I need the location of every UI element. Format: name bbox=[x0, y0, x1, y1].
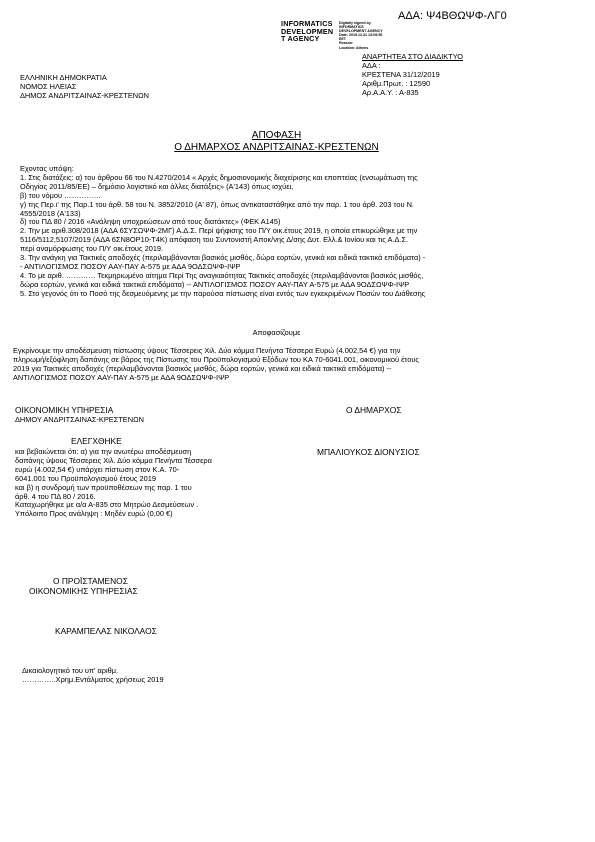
posting-note: ΑΝΑΡΤΗΤΕΑ ΣΤΟ ΔΙΑΔΙΚΤΥΟ bbox=[362, 52, 463, 61]
considerations-block bbox=[20, 165, 425, 299]
title-line: ΑΠΟΦΑΣΗ bbox=[251, 130, 302, 141]
body-line: δ) του ΠΔ 80 / 2016 «Ανάληψη υποχρεώσεων από τους διατάκτες» (ΦΕΚ Α145) bbox=[20, 217, 281, 227]
decision-line: Εγκρίνουμε την αποδέσμευση πίστωσης ύψους Τέσσερεις Χιλ. Δύο κόμμα Πενήντα Τέσσερα Ευρώ (4.002,54 €) για την bbox=[13, 346, 401, 355]
verification-line: δαπάνης ύψους Τέσσερεις Χιλ. Δύο κόμμα Πενήντα Τέσσερα bbox=[15, 455, 212, 465]
body-line: 2. Την με αριθ.308/2018 (ΑΔΑ 6ΣΥΣΩΨΦ-2ΜΓ) Α.Δ.Σ. Περί ψήφισης του Π/Υ οικ.έτους 2019, η οποία επικυρώθηκε με την bbox=[20, 226, 418, 236]
body-line: - ΑΝΤΙΛΟΓΙΣΜΟΣ ΠΟΣΟΥ ΑΑΥ-ΠΑΥ Α-575 με ΑΔΑ 9ΟΔΣΩΨΦ-ΙΨΡ bbox=[20, 261, 241, 271]
stamp-detail-line: INFORMATICS bbox=[339, 25, 364, 30]
chief-service: ΟΙΚΟΝΟΜΙΚΗΣ ΥΠΗΡΕΣΙΑΣ bbox=[29, 585, 138, 596]
stamp-line: DEVELOPMEN bbox=[281, 26, 334, 36]
verification-block bbox=[15, 448, 212, 519]
prefecture-line: ΝΟΜΟΣ ΗΛΕΙΑΣ bbox=[20, 81, 77, 91]
place-date: ΚΡΕΣΤΕΝΑ 31/12/2019 bbox=[362, 69, 440, 79]
verification-line: άρθ. 4 του ΠΔ 80 / 2016. bbox=[15, 491, 96, 501]
chief-name: ΚΑΡΑΜΠΕΛΑΣ ΝΙΚΟΛΑΟΣ bbox=[55, 626, 157, 636]
decision-line: 2019 για Τακτικές αποδοχές (περιλαμβάνονται βασικός μισθός, δώρα εορτών, γενικά και ειδικά τακτικά επιδόματα) -- bbox=[13, 363, 392, 373]
stamp-line: T AGENCY bbox=[281, 34, 320, 44]
stamp-detail-line: EET bbox=[339, 37, 346, 42]
verification-line: και βεβαιώνεται ότι: α) για την ανωτέρω αποδέσμευση bbox=[15, 447, 192, 456]
mayor-name: ΜΠΑΛΙΟΥΚΟΣ ΔΙΟΝΥΣΙΟΣ bbox=[317, 447, 420, 457]
ada-code-top: ΑΔΑ: Ψ4ΒΘΩΨΦ-ΛΓ0 bbox=[398, 10, 507, 22]
document-title bbox=[0, 130, 553, 153]
issuer-header bbox=[20, 74, 149, 101]
stamp-detail-line: Location: Athens bbox=[339, 45, 369, 50]
verification-line: και β) η συνδρομή των προϋποθέσεων της παρ. 1 του bbox=[15, 482, 192, 492]
body-line: 1. Στις διατάξεις: α) του άρθρου 66 του Ν.4270/2014 « Αρχές δημοσιονομικής διαχείρισης και εποπτείας (ενσωμάτωση της bbox=[20, 172, 418, 182]
decision-block bbox=[13, 347, 419, 383]
body-line: γ) της Περ.ι' της Παρ.1 του άρθ. 58 του Ν. 3852/2010 (Α' 87), όπως αντικαταστάθηκε από την παρ. 1 του άρθ. 203 του Ν. bbox=[20, 199, 414, 209]
decision-line: ΑΝΤΙΛΟΓΙΣΜΟΣ ΠΟΣΟΥ ΑΑΥ-ΠΑΥ Α-575 με ΑΔΑ 9ΟΔΣΩΨΦ-ΙΨΡ bbox=[13, 372, 230, 382]
warrant-line: …………..Χρημ.Εντάλματος χρήσεως 2019 bbox=[22, 674, 164, 684]
verification-line: ευρώ (4.002,54 €) υπάρχει πίστωση στον Κ.Α. 70- bbox=[15, 464, 180, 474]
verification-line: Υπόλοιπο Προς ανάληψη : Μηδέν ευρώ (0,00 €) bbox=[15, 509, 173, 519]
body-line: 5. Στο γεγονός ότι το Ποσό της δεσμευόμενης με την παρούσα πίστωσης είναι εντός των εγκεκριμένων Ποσών του Διάθεσης bbox=[20, 288, 426, 298]
stamp-detail-line: Date: 2019.12.31 13:09:56 bbox=[339, 33, 383, 38]
municipality-line: ΔΗΜΟΣ ΑΝΔΡΙΤΣΑΙΝΑΣ-ΚΡΕΣΤΕΝΩΝ bbox=[20, 90, 149, 100]
stamp-line: INFORMATICS bbox=[281, 19, 333, 28]
digital-signature-details bbox=[339, 21, 383, 50]
digital-signature-stamp bbox=[281, 20, 333, 43]
chief-signature-block bbox=[29, 576, 138, 596]
country-line: ΕΛΛΗΝΙΚΗ ΔΗΜΟΚΡΑΤΙΑ bbox=[20, 73, 107, 82]
stamp-detail-line: Reason: bbox=[339, 41, 354, 46]
body-line: δώρα εορτών, γενικά και ειδικά τακτικά επιδόματα) -- ΑΝΤΙΛΟΓΙΣΜΟΣ ΠΟΣΟΥ ΑΑΥ-ΠΑΥ Α-575 με ΑΔΑ 9ΟΔΣΩΨΦ-ΙΨΡ bbox=[20, 279, 410, 289]
chief-title: Ο ΠΡΟΪΣΤΑΜΕΝΟΣ bbox=[53, 576, 128, 586]
stamp-detail-line: DEVELOPMENT AGENCY bbox=[339, 29, 383, 34]
body-line: Εχοντας υπόψη: bbox=[20, 164, 74, 173]
financial-service bbox=[15, 406, 144, 425]
body-line: περί αναμόρφωσης του Π/Υ οικ.έτους 2019. bbox=[20, 244, 164, 254]
right-header bbox=[362, 53, 463, 98]
warrant-line: Δικαιολογητικό του υπ' αριθμ. bbox=[22, 666, 119, 675]
checked-label: ΕΛΕΓΧΘΗΚΕ bbox=[71, 436, 122, 446]
verification-line: Καταχωρήθηκε με α/α Α-835 στο Μητρώο Δεσμεύσεων . bbox=[15, 500, 199, 510]
payment-warrant-note bbox=[22, 667, 164, 685]
stamp-detail-line: Digitally signed by bbox=[339, 21, 371, 25]
body-line: 4. Το με αριθ. ………… Τεκμηριωμένο αίτημα Περί Της αναγκαιότητας Τακτικές αποδοχές (περιλαμβάνονται βασικός μισθός, bbox=[20, 270, 424, 280]
title-subline: Ο ΔΗΜΑΡΧΟΣ ΑΝΔΡΙΤΣΑΙΝΑΣ-ΚΡΕΣΤΕΝΩΝ bbox=[174, 141, 379, 153]
verification-line: 6041.001 του Προϋπολογισμού έτους 2019 bbox=[15, 473, 156, 483]
protocol-number: Αριθμ.Πρωτ. : 12590 bbox=[362, 78, 431, 88]
body-line: Οδηγίας 2011/85/ΕΕ) – δημόσιο λογιστικό και άλλες διατάξεις» (Α'143) όπως ισχύει, bbox=[20, 181, 294, 191]
body-line: β) του νόμου …………… bbox=[20, 190, 102, 200]
decision-heading: Αποφασίζουμε bbox=[252, 328, 301, 337]
financial-service-municipality: ΔΗΜΟΥ ΑΝΔΡΙΤΣΑΙΝΑΣ-ΚΡΕΣΤΕΝΩΝ bbox=[15, 414, 144, 424]
aay-number: Αρ.Α.Α.Υ. : Α-835 bbox=[362, 87, 419, 97]
financial-service-title: ΟΙΚΟΝΟΜΙΚΗ ΥΠΗΡΕΣΙΑ bbox=[15, 405, 114, 415]
body-line: 4555/2018 (Α'133) bbox=[20, 208, 81, 218]
decision-line: πληρωμή/εξόφληση δαπάνης σε βάρος της Πίστωσης του Προϋπολογισμού Εξόδων του ΚΑ 70-6041.001, οικονομικού έτους bbox=[13, 354, 419, 364]
ada-label: ΑΔΑ : bbox=[362, 60, 381, 70]
body-line: 5116/5112,5107/2019 (ΑΔΑ 6ΣΝ8ΟΡ10-Τ4Κ) απόφαση του Συντονιστή Αποκ/νης Δ/σης Δυτ. Ελλ.& Ιονίου και τις Α.Δ.Σ. bbox=[20, 235, 409, 245]
body-line: 3. Την ανάγκη για Τακτικές αποδοχές (περιλαμβάνονται βασικός μισθός, δώρα εορτών, γενικά και ειδικά τακτικά επιδόματα) - bbox=[20, 253, 426, 263]
mayor-label: Ο ΔΗΜΑΡΧΟΣ bbox=[346, 405, 402, 415]
